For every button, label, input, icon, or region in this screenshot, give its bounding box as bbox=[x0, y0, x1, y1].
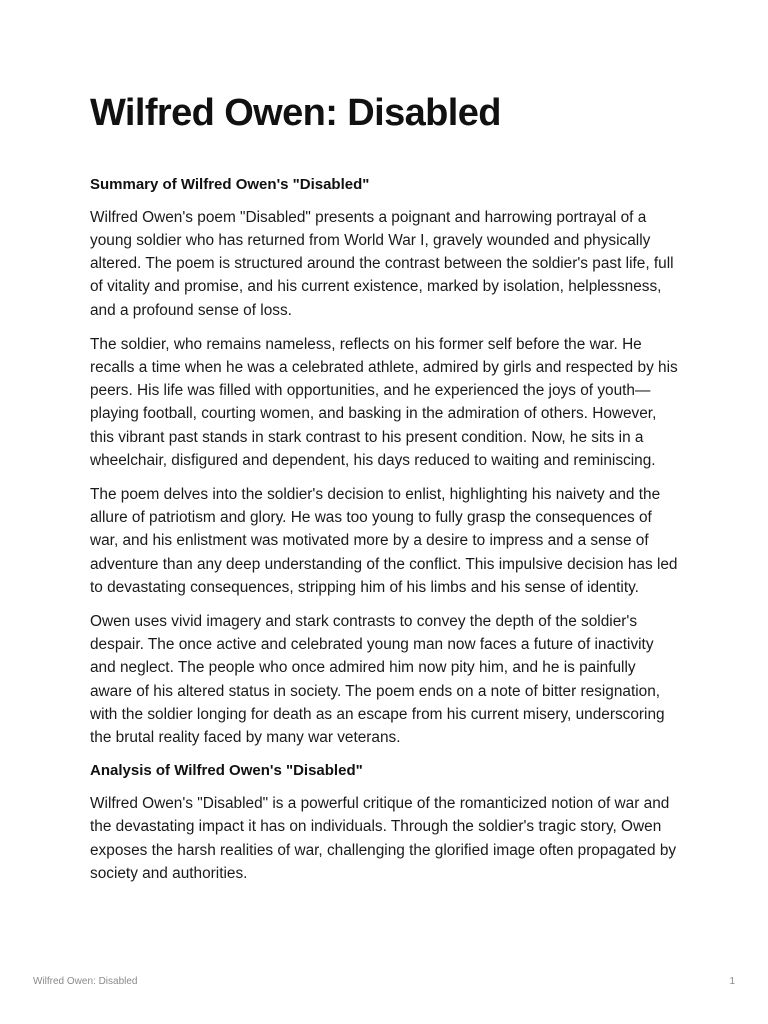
analysis-section bbox=[90, 760, 680, 885]
analysis-heading: Analysis of Wilfred Owen's "Disabled" bbox=[90, 762, 363, 780]
summary-paragraph-4: Owen uses vivid imagery and stark contrasts to convey the depth of the soldier's despair. The once active and celebrated young man now faces a future of inactivity and neglect. The people who once admired him now pity him, and he is painfully aware of his altered status in society. The poem ends on a note of bitter resignation, with the soldier longing for death as an escape from his current misery, underscoring the brutal reality faced by many war veterans. bbox=[90, 612, 665, 746]
summary-paragraph-3: The poem delves into the soldier's decision to enlist, highlighting his naivety and the allure of patriotism and glory. He was too young to fully grasp the consequences of war, and his enlistment was motivated more by a desire to impress and a sense of adventure than any deep understanding of the conflict. This impulsive decision has led to devastating consequences, stripping him of his limbs and his sense of identity. bbox=[90, 485, 678, 596]
page-title: Wilfred Owen: Disabled bbox=[90, 92, 501, 134]
page-content bbox=[90, 92, 680, 896]
footer-running-title: Wilfred Owen: Disabled bbox=[33, 976, 138, 987]
summary-heading: Summary of Wilfred Owen's "Disabled" bbox=[90, 175, 370, 193]
summary-section bbox=[90, 174, 680, 749]
footer-page-number: 1 bbox=[729, 976, 735, 987]
summary-paragraph-1: Wilfred Owen's poem "Disabled" presents a poignant and harrowing portrayal of a young soldier who has returned from World War I, gravely wounded and physically altered. The poem is structured around the contrast between the soldier's past life, full of vitality and promise, and his current existence, marked by isolation, helplessness, and a profound sense of loss. bbox=[90, 208, 674, 319]
analysis-paragraph-1: Wilfred Owen's "Disabled" is a powerful critique of the romanticized notion of war and the devastating impact it has on individuals. Through the soldier's tragic story, Owen exposes the harsh realities of war, challenging the glorified image often propagated by society and authorities. bbox=[90, 795, 677, 882]
summary-paragraph-2: The soldier, who remains nameless, reflects on his former self before the war. He recalls a time when he was a celebrated athlete, admired by girls and respected by his peers. His life was filled with opportunities, and he experienced the joys of youth—playing football, courting women, and basking in the admiration of others. However, this vibrant past stands in stark contrast to his present condition. Now, he sits in a wheelchair, disfigured and dependent, his days reduced to waiting and reminiscing. bbox=[90, 335, 678, 469]
